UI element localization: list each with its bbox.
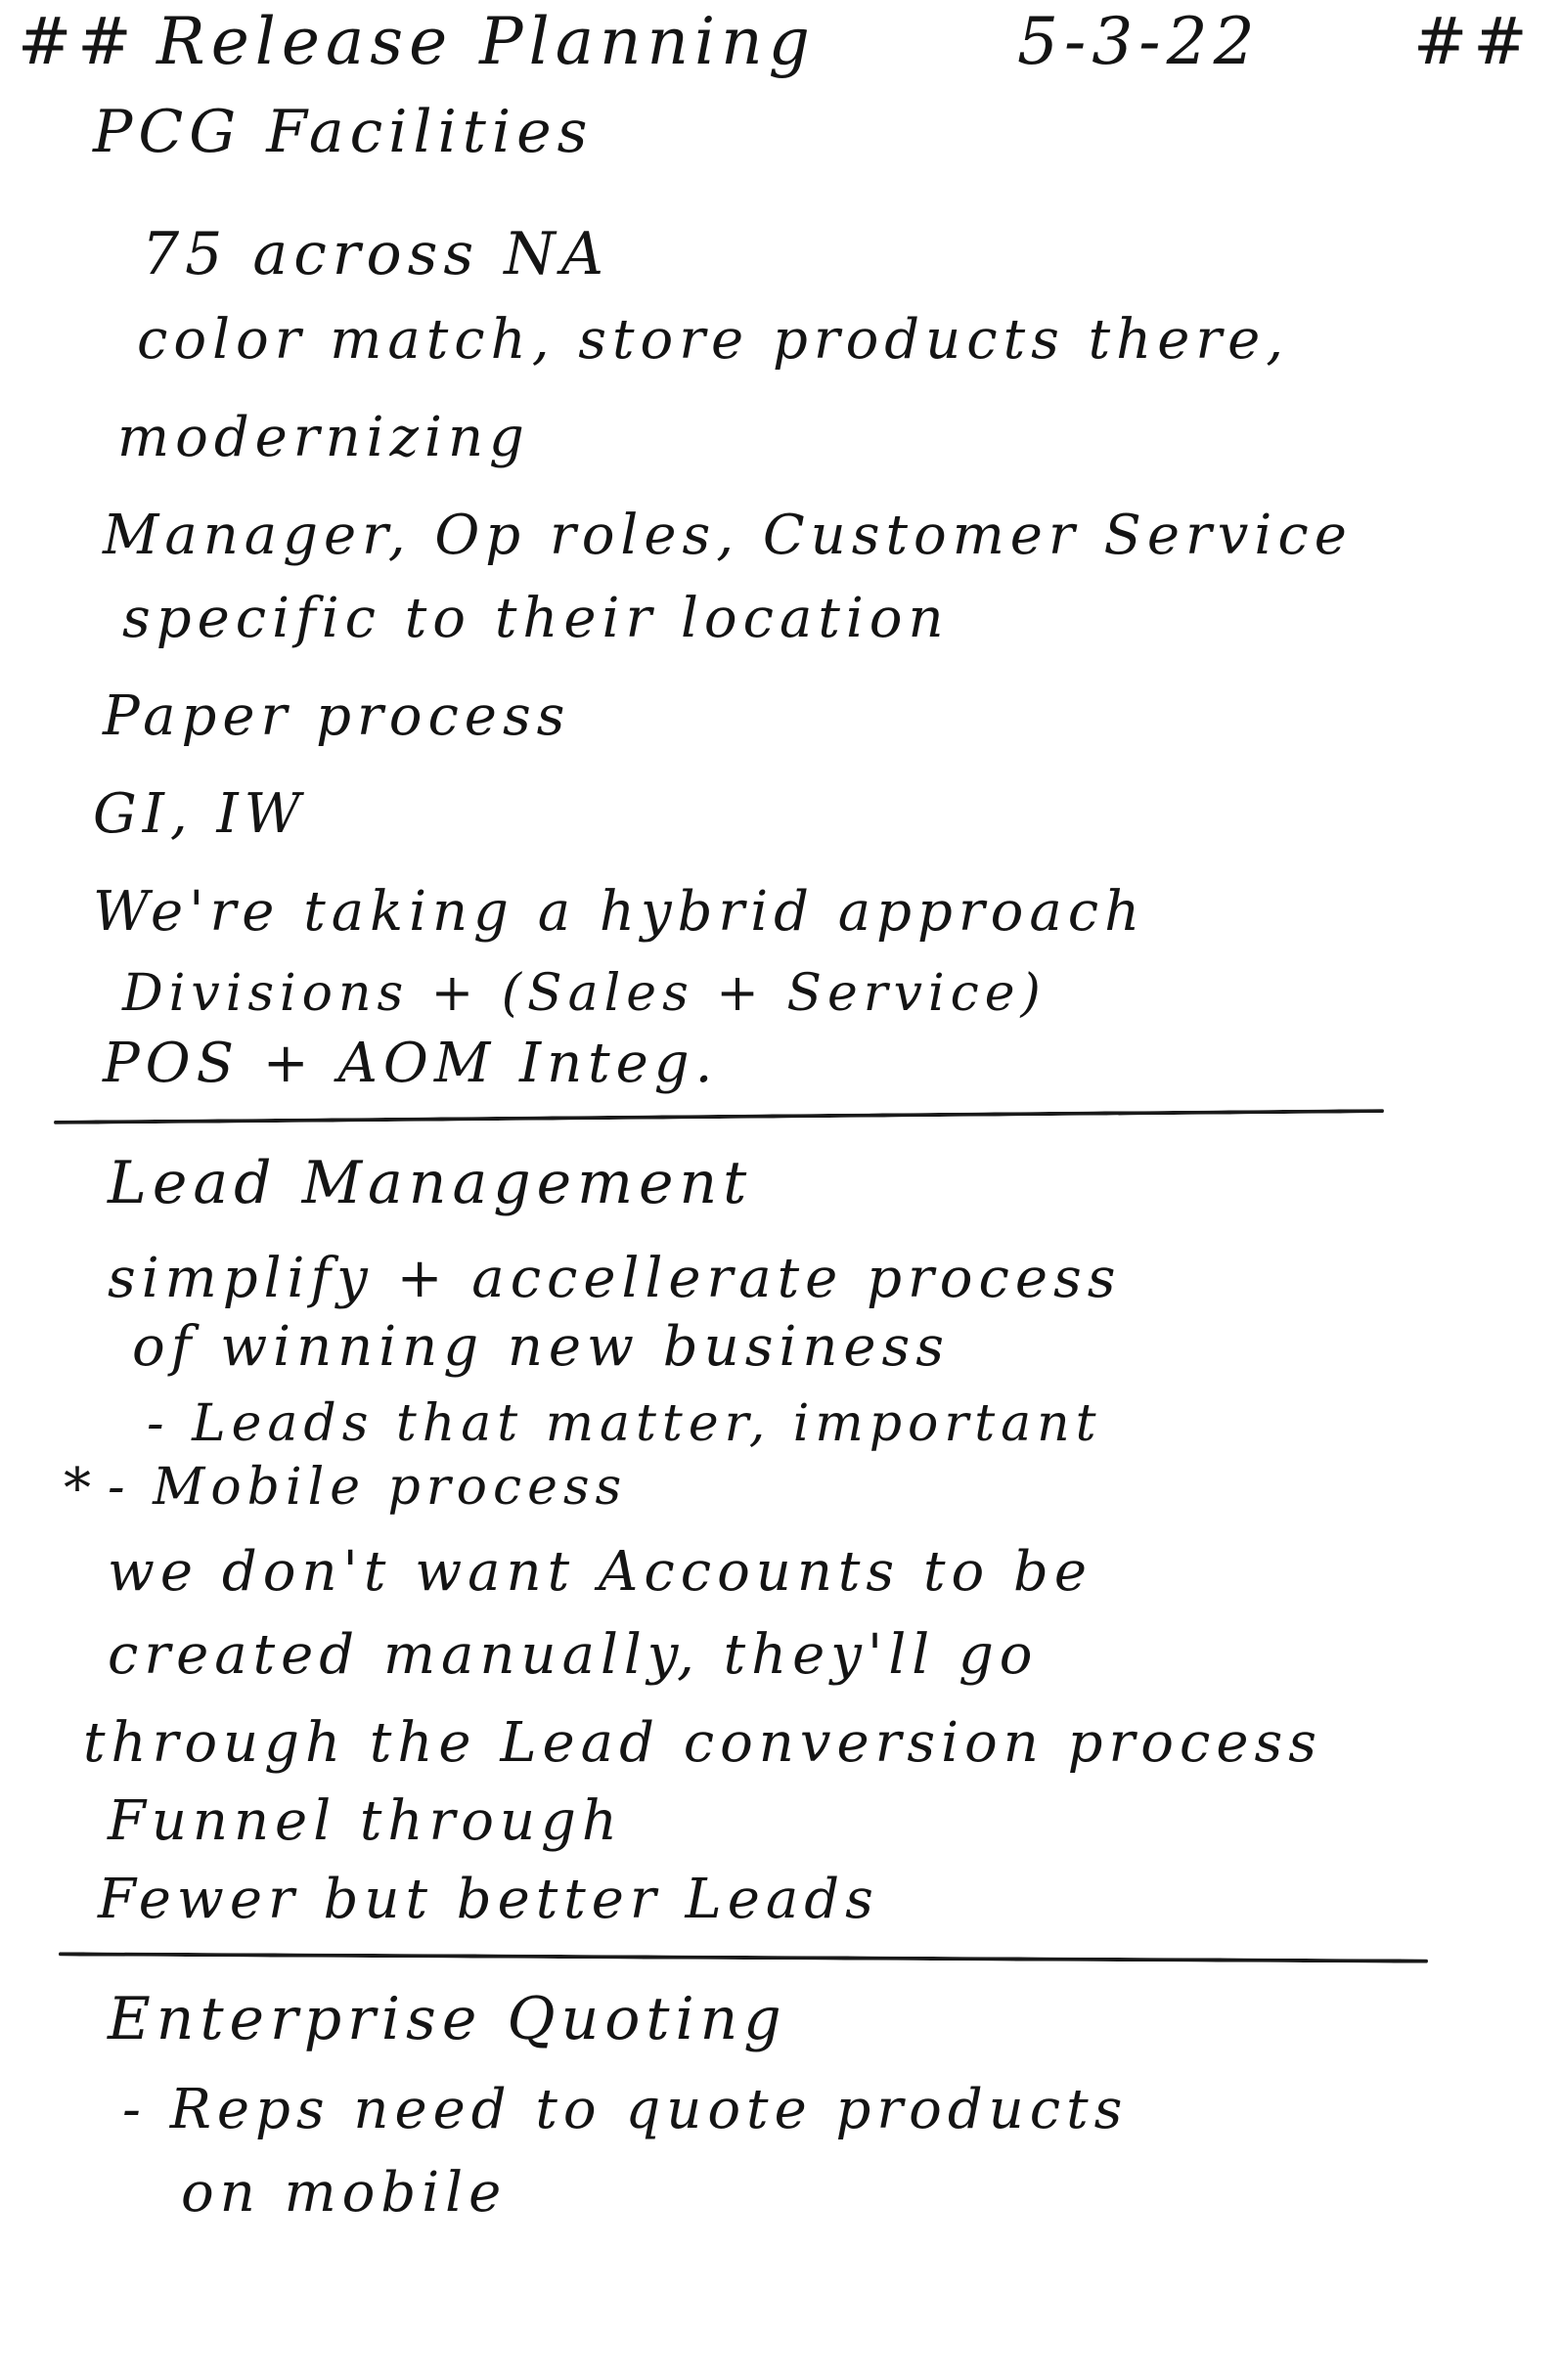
note-line: Divisions + (Sales + Service) — [122, 964, 1047, 1023]
note-line: created manually, they'll go — [108, 1623, 1039, 1687]
page-title: Release Planning — [156, 4, 816, 79]
section-heading-lead-management: Lead Management — [108, 1149, 753, 1217]
section-divider — [54, 1109, 1384, 1124]
note-line: through the Lead conversion process — [83, 1711, 1322, 1775]
note-line: Funnel through — [108, 1789, 623, 1853]
note-line: - Leads that matter, important — [147, 1394, 1102, 1453]
note-line: of winning new business — [132, 1315, 951, 1379]
header-marker-left: ## — [18, 4, 138, 79]
section-divider — [59, 1952, 1428, 1962]
header-marker-right: ## — [1413, 4, 1534, 79]
note-line: 75 across NA — [142, 220, 610, 288]
note-line: Manager, Op roles, Customer Service — [103, 504, 1353, 567]
note-line: simplify + accellerate process — [108, 1247, 1122, 1310]
note-date: 5-3-22 — [1017, 4, 1261, 79]
note-line: Fewer but better Leads — [98, 1868, 879, 1931]
note-line: on mobile — [181, 2161, 508, 2225]
note-line: POS + AOM Integ. — [103, 1032, 719, 1095]
note-line: specific to their location — [122, 587, 950, 650]
section-heading-pcg-facilities: PCG Facilities — [93, 98, 594, 166]
note-line: We're taking a hybrid approach — [93, 880, 1146, 944]
section-heading-enterprise-quoting: Enterprise Quoting — [108, 1985, 787, 2053]
star-marker: * — [64, 1457, 97, 1521]
note-line: color match, store products there, — [137, 308, 1290, 372]
note-line: GI, IW — [93, 782, 307, 846]
note-line: modernizing — [117, 406, 530, 469]
note-line: - Mobile process — [108, 1458, 628, 1517]
note-line: - Reps need to quote products — [122, 2078, 1129, 2141]
note-line: we don't want Accounts to be — [108, 1540, 1093, 1604]
note-line: Paper process — [103, 684, 571, 748]
